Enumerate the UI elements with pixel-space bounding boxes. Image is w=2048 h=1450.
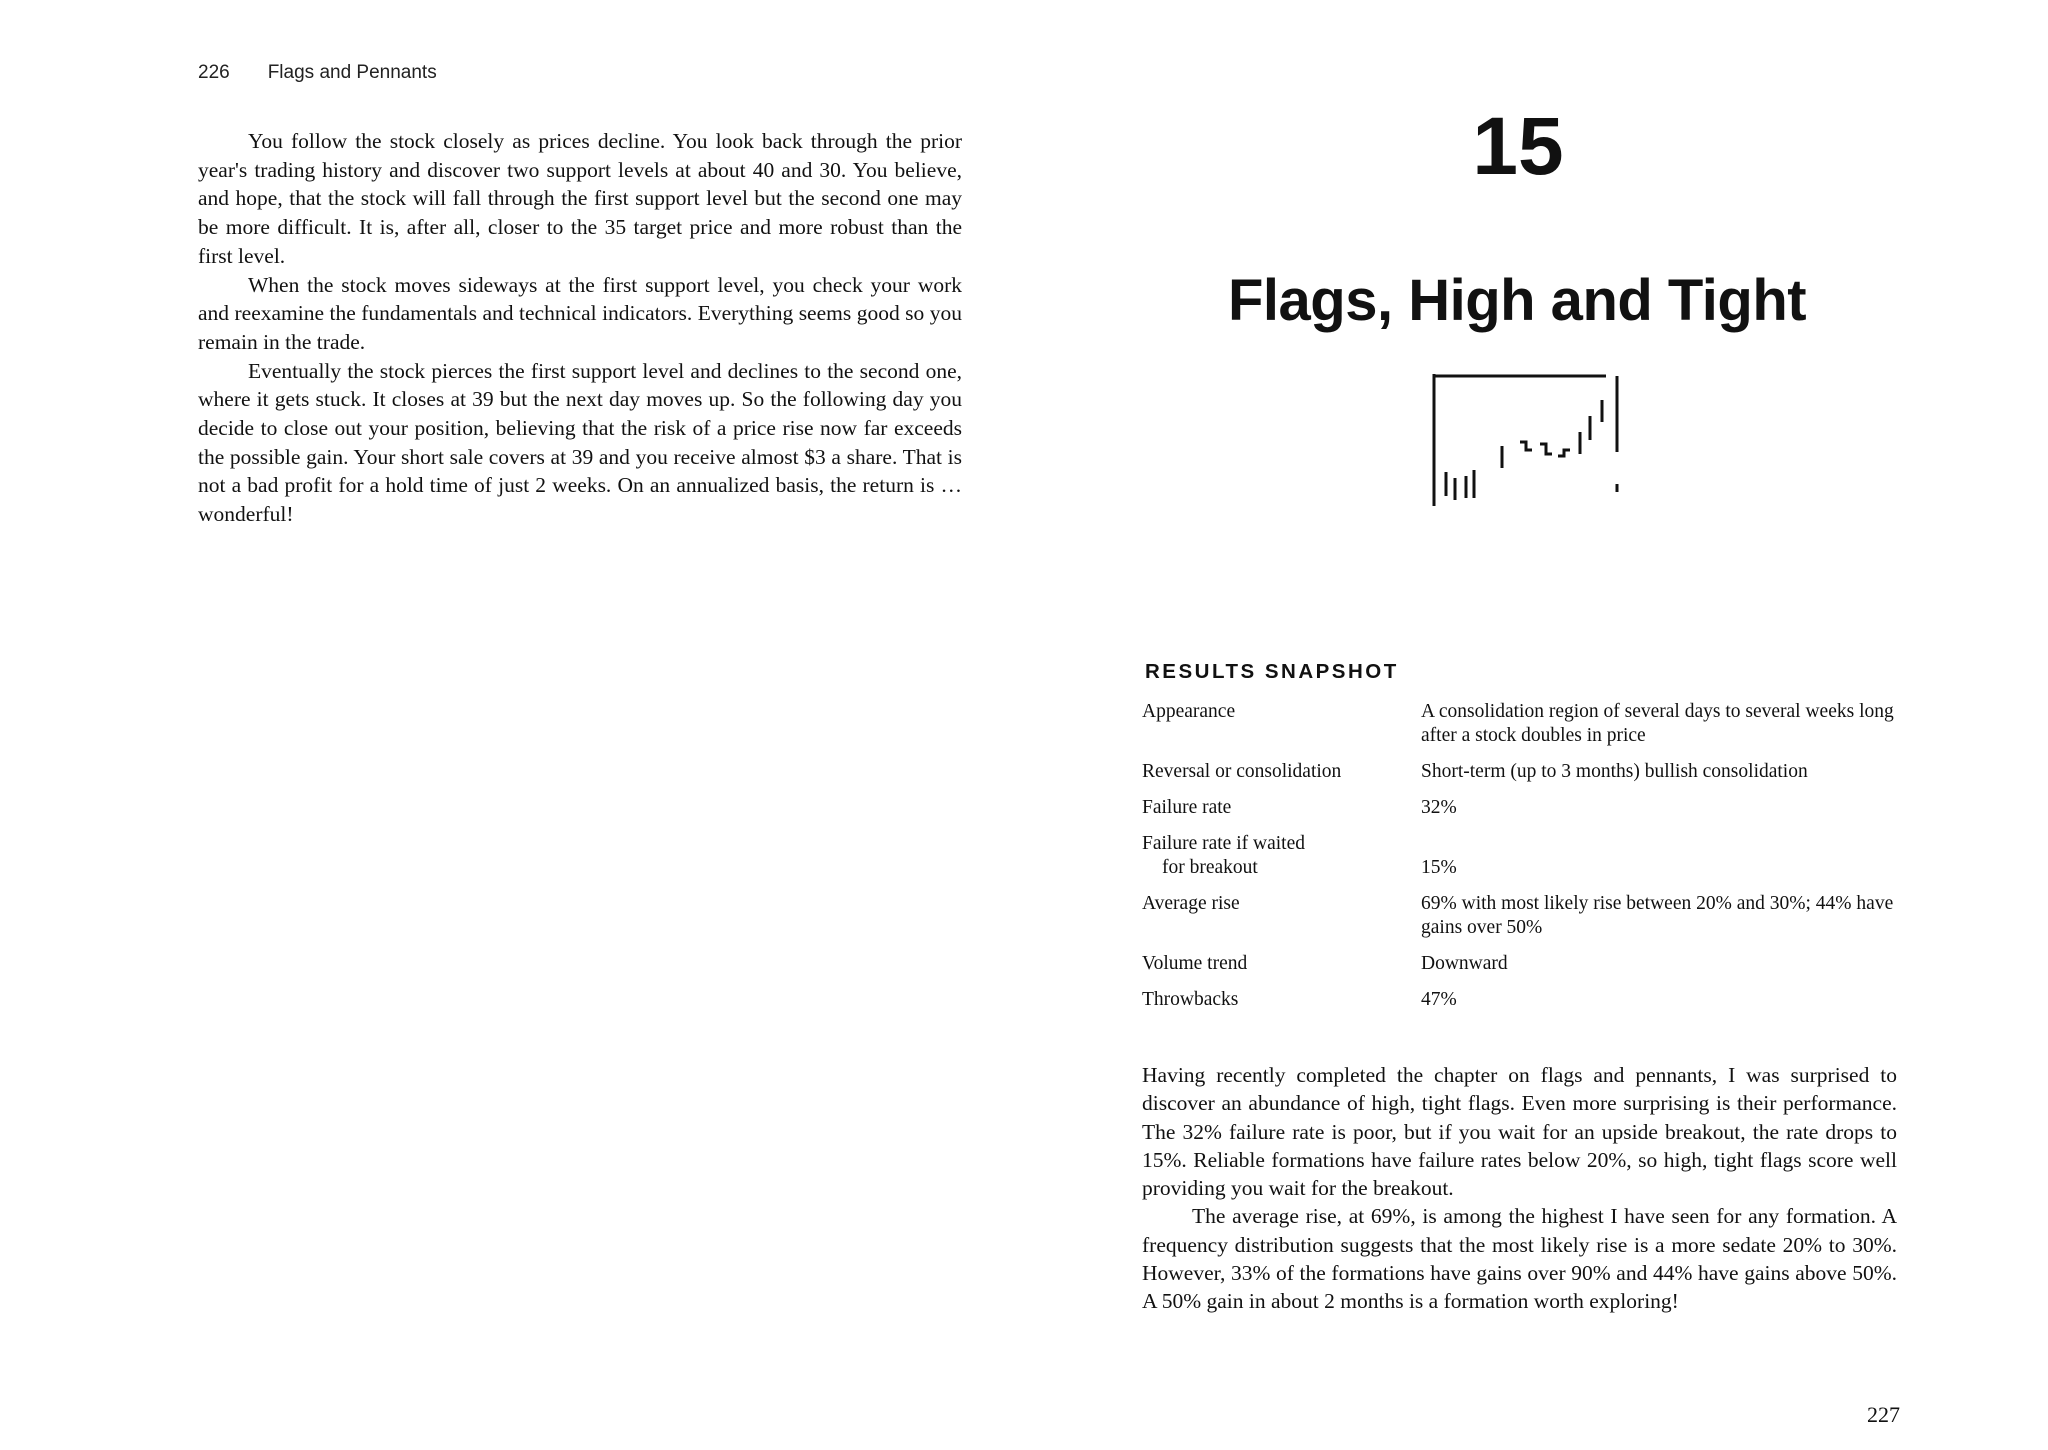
snapshot-value: 69% with most likely rise between 20% and 30%; 44% have gains over 50% [1421,893,1894,938]
snapshot-label: Appearance [1142,701,1236,722]
left-page-number: 226 [198,62,230,83]
left-paragraph: Eventually the stock pierces the first support level and declines to the second one, where it gets stuck. It closes at 39 but the next day moves up. So the following day you decide to close out your position, believing that the risk of a price rise now far exceeds the possible gain. Your short sale covers at 39 and you receive almost $3 a share. That is not a bad profit for a hold time of just 2 weeks. On an annualized basis, the return is … wonderful! [198,358,962,527]
snapshot-row [1142,796,1912,820]
snapshot-value: A consolidation region of several days to several weeks long after a stock doubles in price [1421,701,1894,746]
snapshot-label: Throwbacks [1142,989,1239,1010]
right-body-text [1142,1061,1897,1316]
results-snapshot-table [1142,700,1912,1024]
snapshot-row [1142,988,1912,1012]
right-paragraph: The average rise, at 69%, is among the highest I have seen for any formation. A frequency distribution suggests that the most likely rise is a more sedate 20% to 30%. However, 33% of the formations have gains over 90% and 44% have gains above 50%. A 50% gain in about 2 months is a formation worth exploring! [1142,1204,1897,1314]
left-paragraph: When the stock moves sideways at the first support level, you check your work and reexamine the fundamentals and technical indicators. Everything seems good so you remain in the trade. [198,272,962,354]
snapshot-label: Average rise [1142,893,1240,914]
snapshot-value: 47% [1421,989,1457,1010]
right-page-number: 227 [1867,1402,1900,1427]
flag-consolidation [1520,442,1532,450]
running-head [198,62,437,84]
left-body-text [198,127,962,529]
snapshot-row [1142,832,1912,880]
snapshot-row [1142,760,1912,784]
snapshot-label: Volume trend [1142,953,1248,974]
right-paragraph: Having recently completed the chapter on flags and pennants, I was surprised to discover an abundance of high, tight flags. Even more surprising is their performance. The 32% failure rate is poor, but if you wait for an upside breakout, the rate drops to 15%. Reliable formations have failure rates below 20%, so high, tight flags score well providing you wait for the breakout. [1142,1063,1897,1201]
snapshot-value: Downward [1421,953,1508,974]
chapter-title: Flags, High and Tight [1228,268,1807,333]
snapshot-label [1142,832,1421,880]
snapshot-label: Failure rate [1142,797,1232,818]
snapshot-label-line: Failure rate if waited [1142,833,1305,854]
snapshot-value: 15% [1421,857,1457,878]
high-tight-flag-pattern-icon [1430,372,1630,512]
left-paragraph: You follow the stock closely as prices decline. You look back through the prior year's trading history and discover two support levels at about 40 and 30. You believe, and hope, that the stock will fall through the first support level but the second one may be more difficult. It is, after all, closer to the 35 target price and more robust than the first level. [198,129,962,268]
snapshot-label-line: for breakout [1162,857,1258,878]
snapshot-value: 32% [1421,797,1457,818]
flag-consolidation [1558,450,1570,456]
snapshot-label: Reversal or consolidation [1142,761,1342,782]
snapshot-row [1142,700,1912,748]
snapshot-row [1142,892,1912,940]
flag-consolidation [1540,444,1552,454]
snapshot-value: Short-term (up to 3 months) bullish consolidation [1421,761,1808,782]
snapshot-row [1142,952,1912,976]
running-head-title: Flags and Pennants [267,62,437,83]
chapter-number: 15 [1472,101,1564,192]
results-snapshot-heading: RESULTS SNAPSHOT [1145,660,1399,683]
